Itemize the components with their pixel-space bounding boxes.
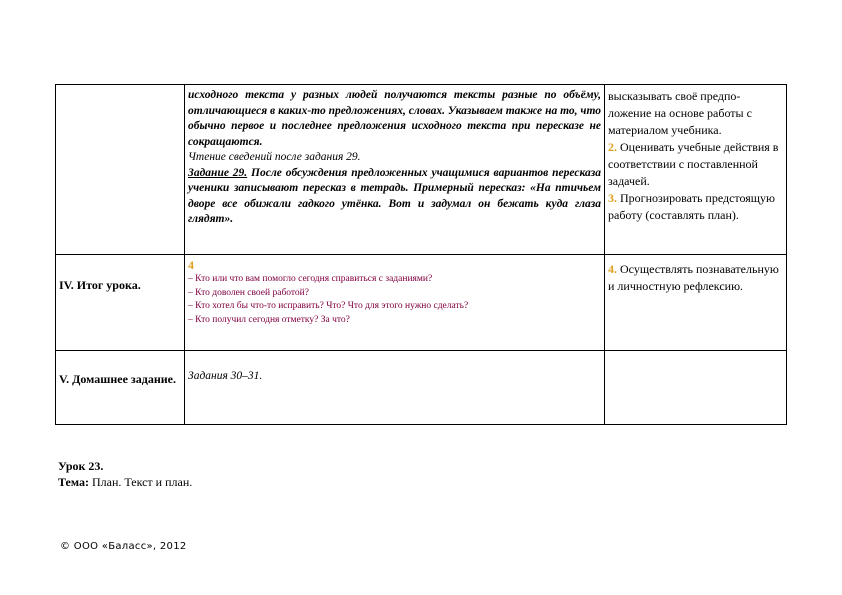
- lesson-header: [58, 458, 192, 490]
- lesson-table: [55, 84, 787, 425]
- question: – Кто или что вам помогло сегодня справиться с заданиями?: [188, 274, 433, 284]
- copyright-footer: © ООО «Баласс», 2012: [60, 541, 187, 552]
- task-text: После обсуждения предложенных учащимися вариантов пересказа ученики записывают пересказ в тетрадь. Примерный пересказ: «На птичьем дворе все обижали гадкого утёнка. Вот и задумал он бежать куда глаза глядят».: [188, 166, 601, 225]
- lesson-topic: Тема: План. Текст и план.: [58, 475, 193, 489]
- activity-cell: [185, 85, 605, 255]
- lesson-number: Урок 23.: [58, 459, 104, 473]
- stage-cell: IV. Итог урока.: [56, 255, 185, 351]
- activity-cell: [185, 255, 605, 351]
- activity-cell: Задания 30–31.: [185, 351, 605, 425]
- skill-item: 2. Оценивать учебные действия в соответствии с поставленной задачей.: [608, 140, 779, 188]
- table-row: [56, 255, 787, 351]
- step-number: 4: [188, 258, 194, 272]
- table-row: [56, 351, 787, 425]
- skill-item: 4. Осуществлять познавательную и личностную рефлексию.: [608, 262, 779, 293]
- paragraph: Чтение сведений после задания 29.: [188, 151, 361, 163]
- skill-item: высказывать своё предпо-ложение на основе работы с материалом учебника.: [608, 89, 752, 137]
- stage-cell: [56, 85, 185, 255]
- paragraph: [188, 166, 601, 228]
- paragraph: исходного текста у разных людей получаются тексты разные по объёму, отличающиеся в каких-то предложениях, словах. Указываем также на то, что обычно первое и последнее предложения исходного текста при пересказе не сокращаются.: [188, 89, 601, 148]
- skill-item: 3. Прогнозировать предстоящую работу (составлять план).: [608, 191, 776, 222]
- skills-cell: [605, 85, 787, 255]
- skills-cell: [605, 351, 787, 425]
- table-row: [56, 85, 787, 255]
- question: – Кто хотел бы что-то исправить? Что? Что для этого нужно сделать?: [188, 301, 469, 311]
- stage-cell: V. Домашнее задание.: [56, 351, 185, 425]
- skills-cell: [605, 255, 787, 351]
- question: – Кто доволен своей работой?: [188, 287, 309, 298]
- task-label: Задание 29.: [188, 166, 248, 179]
- question: – Кто получил сегодня отметку? За что?: [188, 314, 350, 325]
